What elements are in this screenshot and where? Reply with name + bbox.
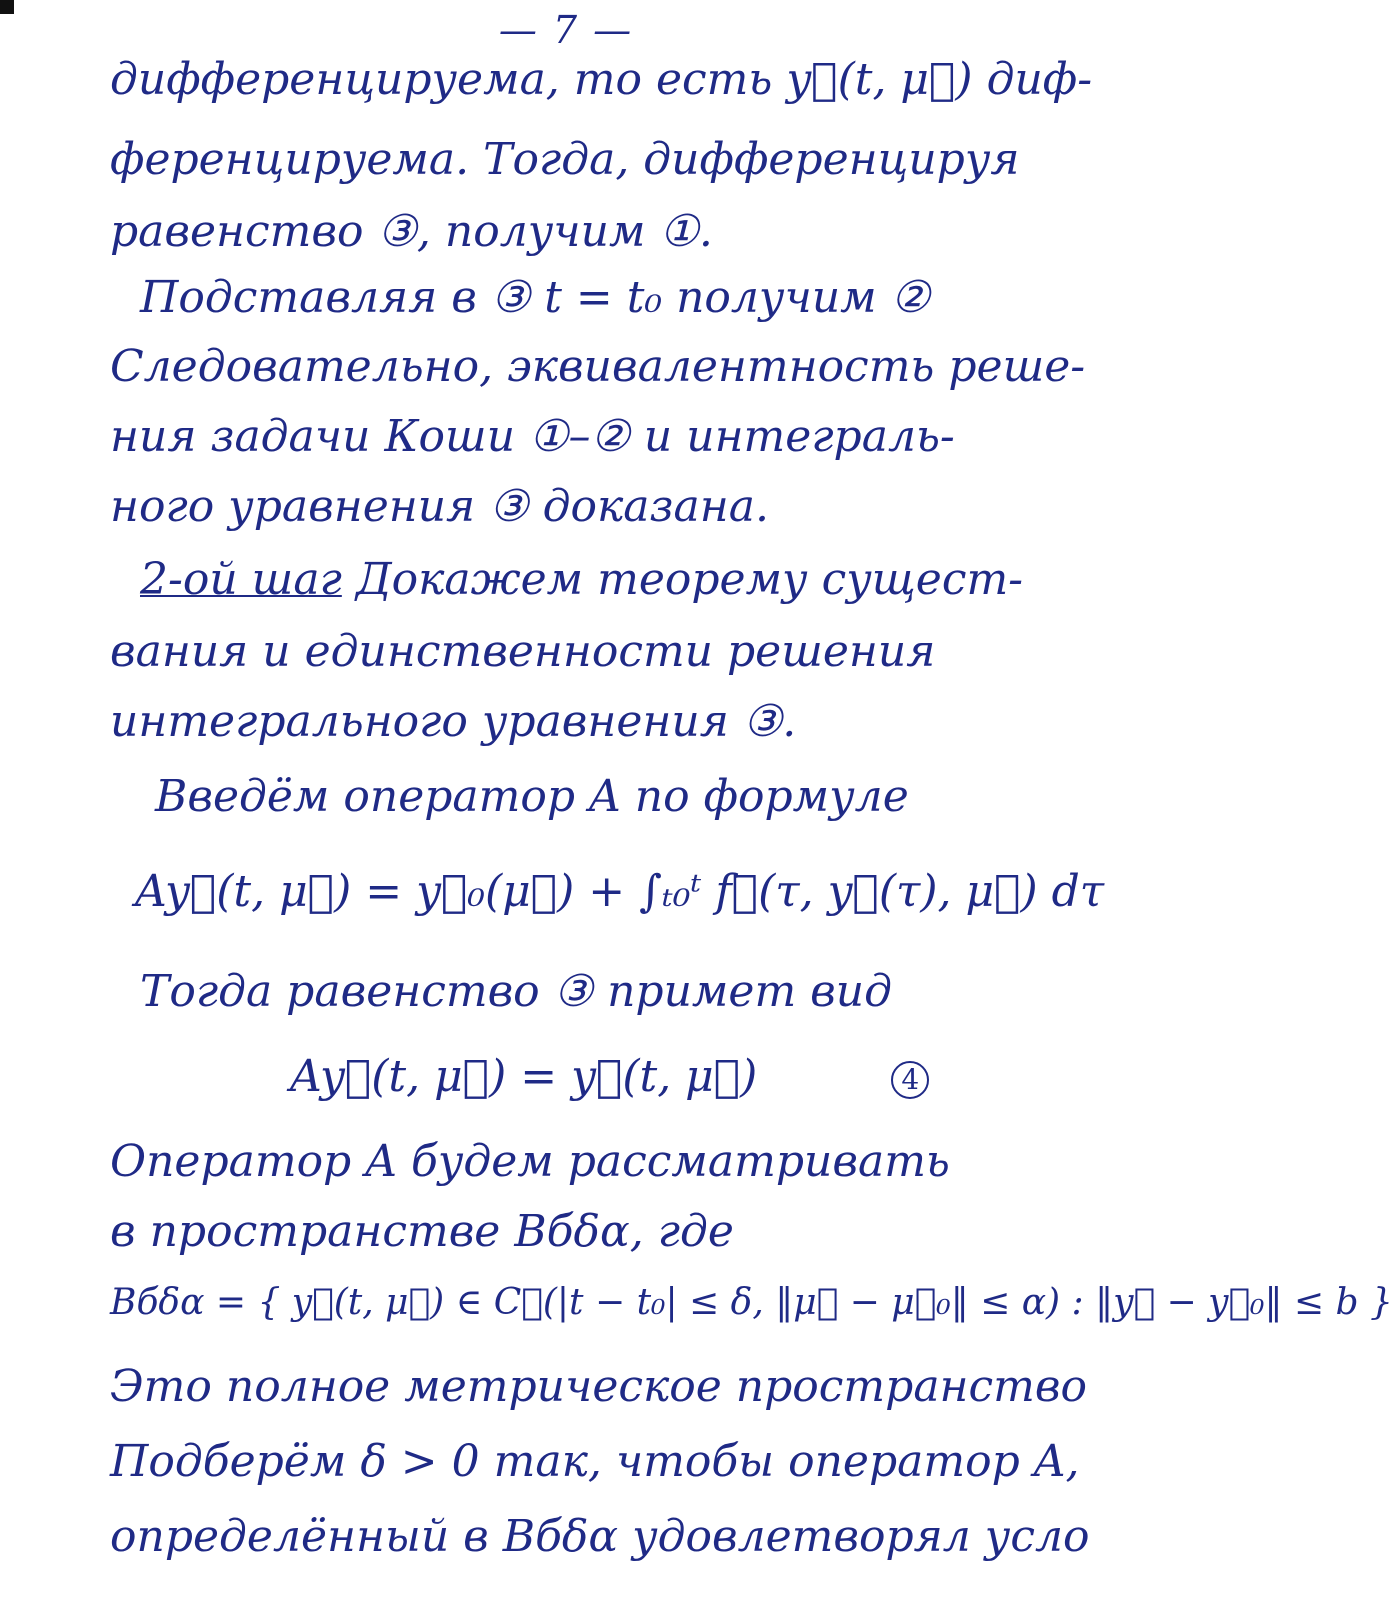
text-line-5: Следовательно, эквивалентность реше- xyxy=(110,341,1086,392)
text-line-20: определённый в Bбδα удовлетворял усло xyxy=(110,1511,1090,1562)
text-line-4: Подставляя в ③ t = t₀ получим ② xyxy=(140,272,931,323)
space-definition-formula: Bбδα = { y⃗(t, μ⃗) ∈ C⃗(|t − t₀| ≤ δ, ‖μ⃗ − μ⃗₀‖ ≤ α) : ‖y⃗ − y⃗₀‖ ≤ b } xyxy=(110,1282,1393,1323)
text-line-6: ния задачи Коши ①–② и интеграль- xyxy=(110,411,955,462)
text-line-1: дифференцируема, то есть y⃗(t, μ⃗) диф- xyxy=(110,54,1093,105)
text-line-2: ференцируема. Тогда, дифференцируя xyxy=(110,134,1020,185)
text-line-16: в пространстве Bбδα, где xyxy=(110,1206,734,1257)
text-line-11: Введём оператор A по формуле xyxy=(155,771,909,822)
equation-tag-4: 4 xyxy=(891,1061,929,1099)
step-heading-text: Докажем теорему сущест- xyxy=(355,554,1024,605)
text-line-13: Тогда равенство ③ примет вид xyxy=(140,966,892,1017)
text-line-9: вания и единственности решения xyxy=(110,626,936,677)
text-line-18: Это полное метрическое пространство xyxy=(110,1361,1088,1412)
step-label: 2-ой шаг xyxy=(140,554,342,605)
equation-4-line xyxy=(290,1051,1290,1102)
text-line-10: интегрального уравнения ③. xyxy=(110,696,797,747)
text-line-15: Оператор A будем рассматривать xyxy=(110,1136,950,1187)
equation-4: Ay⃗(t, μ⃗) = y⃗(t, μ⃗) xyxy=(290,1051,758,1102)
text-line-19: Подберём δ > 0 так, чтобы оператор A, xyxy=(110,1436,1080,1487)
step-heading-line xyxy=(140,554,1140,605)
operator-formula: Ay⃗(t, μ⃗) = y⃗₀(μ⃗) + ∫ₜ₀ᵗ f⃗(τ, y⃗(τ), μ⃗) dτ xyxy=(135,866,1105,917)
text-line-7: ного уравнения ③ доказана. xyxy=(110,481,769,532)
text-line-3: равенство ③, получим ①. xyxy=(110,206,713,257)
page-number: — 7 — xyxy=(498,8,634,52)
